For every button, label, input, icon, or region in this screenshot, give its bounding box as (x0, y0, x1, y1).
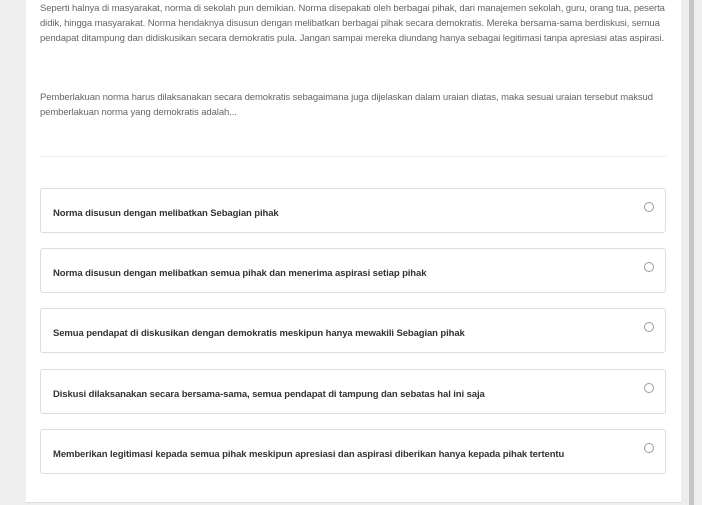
answer-option-c[interactable] (40, 308, 666, 353)
radio-button-icon[interactable] (644, 262, 654, 272)
radio-button-icon[interactable] (644, 202, 654, 212)
divider (40, 156, 667, 157)
scrollbar[interactable] (689, 0, 694, 505)
question-context: Seperti halnya di masyarakat, norma di sekolah pun demikian. Norma disepakati oleh berbagai pihak, dari manajemen sekolah, guru, orang tua, peserta didik, hingga masyarakat. Norma hendaknya disusun dengan melibatkan berbagai pihak secara demokratis. Mereka bersama-sama berdiskusi, semua pendapat ditampung dan didiskusikan secara demokratis pula. Jangan sampai mereka diundang hanya sebagai legitimasi tanpa apresiasi atas aspirasi. (40, 3, 665, 44)
answer-option-e[interactable] (40, 429, 666, 474)
radio-button-icon[interactable] (644, 322, 654, 332)
answer-option-label: Diskusi dilaksanakan secara bersama-sama, semua pendapat di tampung dan sebatas hal ini saja (53, 389, 485, 400)
answer-option-b[interactable] (40, 248, 666, 293)
question-card (26, 0, 681, 503)
answer-option-label: Semua pendapat di diskusikan dengan demokratis meskipun hanya mewakili Sebagian pihak (53, 328, 465, 339)
question-prompt: Pemberlakuan norma harus dilaksanakan secara demokratis sebagaimana juga dijelaskan dalam uraian diatas, maka sesuai uraian tersebut maksud pemberlakuan norma yang demokratis adalah... (40, 92, 653, 118)
answer-option-d[interactable] (40, 369, 666, 414)
radio-button-icon[interactable] (644, 443, 654, 453)
answer-option-label: Norma disusun dengan melibatkan Sebagian pihak (53, 208, 279, 219)
radio-button-icon[interactable] (644, 383, 654, 393)
answer-option-label: Memberikan legitimasi kepada semua pihak meskipun apresiasi dan aspirasi diberikan hanya kepada pihak tertentu (53, 449, 565, 460)
answer-option-a[interactable] (40, 188, 666, 233)
answer-option-label: Norma disusun dengan melibatkan semua pihak dan menerima aspirasi setiap pihak (53, 268, 427, 279)
